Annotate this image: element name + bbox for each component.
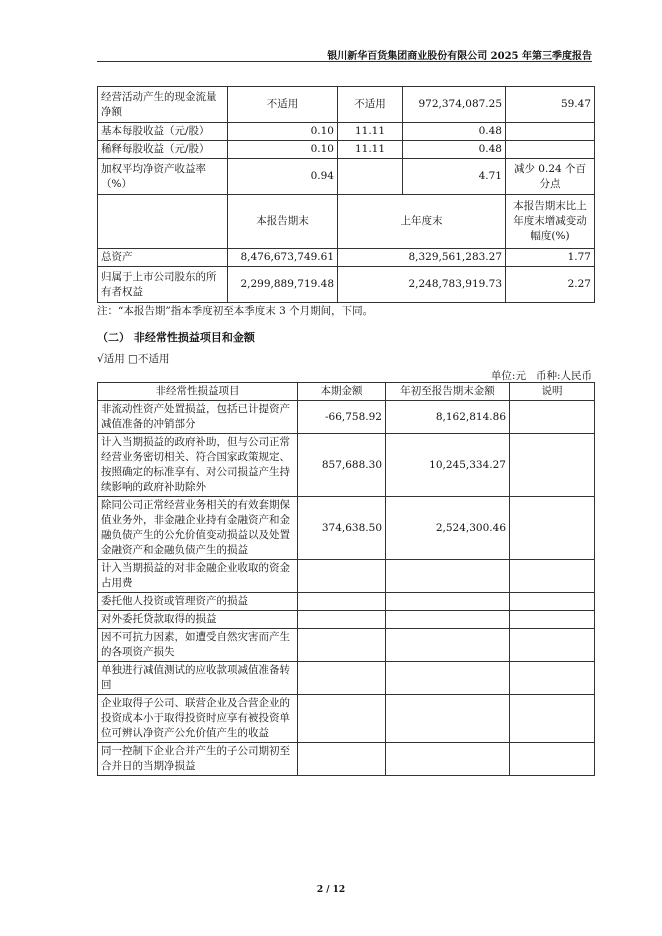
row-label: 归属于上市公司股东的所有者权益 [98, 267, 228, 303]
cell-value: 972,374,087.25 [403, 87, 506, 123]
column-header: 非经常性损益项目 [98, 383, 298, 401]
item-label: 企业取得子公司、联营企业及合营企业的投资成本小于取得投资时应享有被投资单位可辨认净资产公允价值产生的收益 [98, 695, 298, 743]
item-note [510, 662, 595, 695]
ytd-amount [386, 593, 510, 611]
item-label: 非流动性资产处置损益，包括已计提资产减值准备的冲销部分 [98, 401, 298, 434]
cell-value [338, 159, 403, 195]
cell-value: 减少 0.24 个百分点 [506, 159, 595, 195]
ytd-amount: 10,245,334.27 [386, 434, 510, 497]
item-label: 因不可抗力因素，如遭受自然灾害而产生的各项资产损失 [98, 629, 298, 662]
row-label: 基本每股收益（元/股） [98, 123, 228, 141]
cell-value: 2,248,783,919.73 [338, 267, 506, 303]
table-row [98, 159, 595, 195]
table-row [98, 401, 595, 434]
cell-value: 59.47 [506, 87, 595, 123]
cell-value [506, 123, 595, 141]
cell-value: 0.10 [228, 123, 338, 141]
table-row [98, 743, 595, 776]
non-recurring-items-table [97, 382, 595, 776]
cell-value: 0.10 [228, 141, 338, 159]
section-title: （二） 非经常性损益项目和金额 [97, 331, 255, 344]
cell-value: 4.71 [403, 159, 506, 195]
ytd-amount [386, 743, 510, 776]
cell-value: 2,299,889,719.48 [228, 267, 338, 303]
column-header: 本报告期末比上年度末增减变动幅度(%) [506, 195, 595, 249]
item-note [510, 743, 595, 776]
table-header-row [98, 383, 595, 401]
ytd-amount: 8,162,814.86 [386, 401, 510, 434]
row-label: 经营活动产生的现金流量净额 [98, 87, 228, 123]
row-label: 稀释每股收益（元/股） [98, 141, 228, 159]
current-amount [298, 611, 386, 629]
cell-value: 2.27 [506, 267, 595, 303]
blank-cell [98, 195, 228, 249]
table-row [98, 87, 595, 123]
table-row [98, 249, 595, 267]
current-amount [298, 662, 386, 695]
currency-label: 币种:人民币 [535, 370, 592, 382]
row-label: 加权平均净资产收益率（%） [98, 159, 228, 195]
table-header-row [98, 195, 595, 249]
ytd-amount [386, 560, 510, 593]
table-row [98, 560, 595, 593]
current-amount [298, 593, 386, 611]
item-label: 计入当期损益的对非金融企业收取的资金占用费 [98, 560, 298, 593]
table-row [98, 662, 595, 695]
cell-value: 0.94 [228, 159, 338, 195]
header-rule [97, 61, 592, 62]
table-row [98, 141, 595, 159]
table-row [98, 629, 595, 662]
item-label: 单独进行减值测试的应收款项减值准备转回 [98, 662, 298, 695]
cell-value: 1.77 [506, 249, 595, 267]
ytd-amount [386, 611, 510, 629]
cell-value: 11.11 [338, 141, 403, 159]
unit-line [481, 368, 592, 383]
unit-label: 单位:元 [490, 370, 526, 382]
current-amount [298, 695, 386, 743]
table-row [98, 695, 595, 743]
item-label: 对外委托贷款取得的损益 [98, 611, 298, 629]
item-note [510, 629, 595, 662]
item-note [510, 497, 595, 560]
current-amount: 857,688.30 [298, 434, 386, 497]
cell-value: 不适用 [228, 87, 338, 123]
item-note [510, 401, 595, 434]
key-financials-table [97, 86, 595, 303]
cell-value: 0.48 [403, 141, 506, 159]
cell-value: 8,476,673,749.61 [228, 249, 338, 267]
cell-value: 不适用 [338, 87, 403, 123]
item-label: 委托他人投资或管理资产的损益 [98, 593, 298, 611]
cell-value: 8,329,561,283.27 [338, 249, 506, 267]
ytd-amount: 2,524,300.46 [386, 497, 510, 560]
table-note: 注：“本报告期”指本季度初至本季度末 3 个月期间，下同。 [97, 305, 374, 317]
item-note [510, 695, 595, 743]
row-label: 总资产 [98, 249, 228, 267]
current-amount [298, 560, 386, 593]
ytd-amount [386, 662, 510, 695]
item-label: 计入当期损益的政府补助，但与公司正常经营业务密切相关、符合国家政策规定、按照确定的标准享有、对公司损益产生持续影响的政府补助除外 [98, 434, 298, 497]
cell-value: 11.11 [338, 123, 403, 141]
table-row [98, 593, 595, 611]
column-header: 本报告期末 [228, 195, 338, 249]
column-header: 年初至报告期末金额 [386, 383, 510, 401]
column-header: 说明 [510, 383, 595, 401]
applicability-choice: √适用 □不适用 [97, 353, 170, 365]
item-note [510, 434, 595, 497]
cell-value: 0.48 [403, 123, 506, 141]
item-label: 同一控制下企业合并产生的子公司期初至合并日的当期净损益 [98, 743, 298, 776]
ytd-amount [386, 629, 510, 662]
cell-value [506, 141, 595, 159]
table-row [98, 434, 595, 497]
table-row [98, 497, 595, 560]
table-row [98, 611, 595, 629]
item-note [510, 560, 595, 593]
item-label: 除同公司正常经营业务相关的有效套期保值业务外，非金融企业持有金融资产和金融负债产生的公允价值变动损益以及处置金融资产和金融负债产生的损益 [98, 497, 298, 560]
item-note [510, 611, 595, 629]
table-row [98, 123, 595, 141]
item-note [510, 593, 595, 611]
current-amount: 374,638.50 [298, 497, 386, 560]
page-number: 2 / 12 [316, 885, 346, 895]
current-amount: -66,758.92 [298, 401, 386, 434]
column-header: 上年度末 [338, 195, 506, 249]
current-amount [298, 629, 386, 662]
column-header: 本期金额 [298, 383, 386, 401]
table-row [98, 267, 595, 303]
current-amount [298, 743, 386, 776]
page-header: 银川新华百货集团商业股份有限公司 2025 年第三季度报告 [327, 51, 592, 62]
ytd-amount [386, 695, 510, 743]
